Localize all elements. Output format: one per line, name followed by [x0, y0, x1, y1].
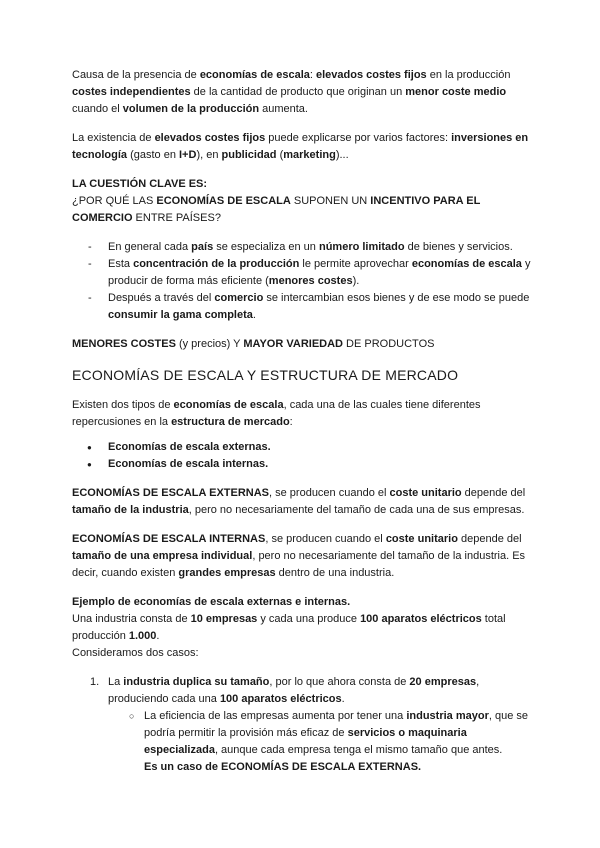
- example-cases: Consideramos dos casos:: [72, 647, 199, 659]
- paragraph-internas: ECONOMÍAS DE ESCALA INTERNAS, se producen cuando el coste unitario depende del tamaño de una empresa individual, pero no necesariamente del tamaño de la industria. Es decir, cuando existen grandes empresas dentro de una industria.: [72, 533, 526, 579]
- dash-list: [72, 239, 540, 324]
- key-question: ¿POR QUÉ LAS ECONOMÍAS DE ESCALA SUPONEN UN INCENTIVO PARA EL COMERCIO ENTRE PAÍSES?: [72, 195, 481, 224]
- conclusion: Es un caso de ECONOMÍAS DE ESCALA EXTERNAS.: [144, 761, 422, 773]
- section-heading: ECONOMÍAS DE ESCALA Y ESTRUCTURA DE MERCADO: [72, 367, 459, 383]
- list-number: 1.: [90, 676, 100, 688]
- bullet-list: [72, 439, 540, 473]
- numbered-list: [72, 674, 540, 708]
- sub-list: [72, 708, 540, 776]
- paragraph-causa: Causa de la presencia de economías de escala: elevados costes fijos en la producción costes independientes de la cantidad de producto que originan un menor coste medio cuando el volumen de la producción aumenta.: [72, 69, 511, 115]
- list-item: ○ La eficiencia de las empresas aumenta por tener una industria mayor, que se podría permitir la provisión más eficaz de servicios o maquinaria especializada, aunque cada empresa tenga el mismo tamaño que antes. Es un caso de ECONOMÍAS DE ESCALA EXTERNAS.: [72, 708, 540, 776]
- paragraph-externas: ECONOMÍAS DE ESCALA EXTERNAS, se producen cuando el coste unitario depende del tamaño de la industria, pero no necesariamente del tamaño de cada una de sus empresas.: [72, 487, 526, 516]
- list-item: ● Economías de escala internas.: [72, 456, 540, 473]
- list-item: - En general cada país se especializa en un número limitado de bienes y servicios.: [72, 239, 540, 256]
- paragraph-tipos: Existen dos tipos de economías de escala, cada una de las cuales tiene diferentes repercusiones en la estructura de mercado:: [72, 399, 481, 428]
- key-question-title: LA CUESTIÓN CLAVE ES:: [72, 178, 208, 190]
- summary-line: MENORES COSTES (y precios) Y MAYOR VARIEDAD DE PRODUCTOS: [72, 338, 435, 350]
- list-item: 1. La industria duplica su tamaño, por lo que ahora consta de 20 empresas, produciendo cada una 100 aparatos eléctricos.: [90, 676, 480, 705]
- list-item: ● Economías de escala externas.: [72, 439, 540, 456]
- paragraph-costes-fijos: La existencia de elevados costes fijos puede explicarse por varios factores: inversiones en tecnología (gasto en I+D), en publicidad (marketing)...: [72, 132, 529, 161]
- list-item: - Esta concentración de la producción le permite aprovechar economías de escala y producir de forma más eficiente (menores costes).: [72, 256, 540, 290]
- list-item: - Después a través del comercio se intercambian esos bienes y de ese modo se puede consumir la gama completa.: [72, 290, 540, 324]
- example-text: Una industria consta de 10 empresas y cada una produce 100 aparatos eléctricos total producción 1.000.: [72, 613, 506, 642]
- example-title: Ejemplo de economías de escala externas e internas.: [72, 596, 351, 608]
